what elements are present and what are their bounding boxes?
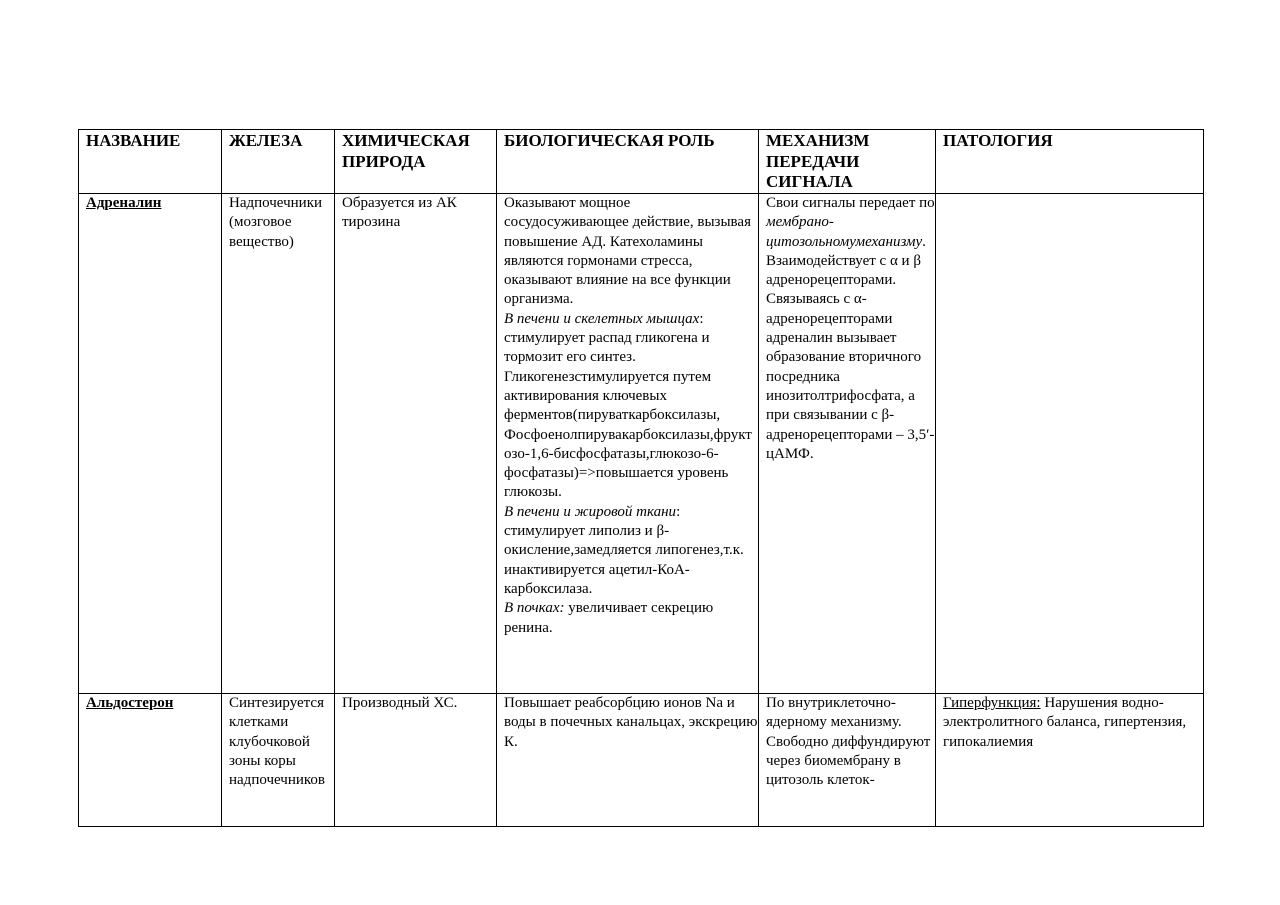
cell-role	[497, 694, 759, 827]
role-lead: В почках:	[504, 600, 565, 617]
column-header-role: БИОЛОГИЧЕСКАЯ РОЛЬ	[497, 130, 759, 194]
column-header-chemical: ХИМИЧЕСКАЯ ПРИРОДА	[335, 130, 497, 194]
pathology-lead: Гиперфункция:	[943, 695, 1041, 711]
cell-gland: Синтезируется клетками клубочковой зоны коры надпочечников	[222, 694, 335, 827]
hormone-table	[78, 129, 1204, 827]
mechanism-emphasis: мембрано-цитозольномумеханизму	[766, 214, 923, 250]
role-lead: В печени и жировой ткани	[504, 503, 677, 520]
table-row	[79, 694, 1204, 827]
column-header-mechanism: МЕХАНИЗМ ПЕРЕДАЧИ СИГНАЛА	[759, 130, 936, 194]
role-paragraph: В почках: увеличивает секрецию ренина.	[504, 600, 714, 636]
cell-pathology	[936, 194, 1204, 694]
hormone-name: Альдостерон	[86, 695, 174, 711]
column-header-gland: ЖЕЛЕЗА	[222, 130, 335, 194]
cell-role	[497, 194, 759, 694]
cell-chemical: Образуется из АК тирозина	[335, 194, 497, 694]
table-header-row	[79, 130, 1204, 194]
cell-hormone-name	[79, 694, 222, 827]
cell-chemical: Производный ХС.	[335, 694, 497, 827]
role-paragraph: Оказывают мощное сосудосуживающее действие, вызывая повышение АД. Катехоламины являются гормонами стресса, оказывают влияние на все функции организма.	[504, 195, 751, 308]
cell-mechanism: По внутриклеточно-ядерному механизму. Свободно диффундируют через биомембрану в цитозоль клеток-	[759, 694, 936, 827]
role-paragraph: В печени и жировой ткани: стимулирует липолиз и β-окисление,замедляется липогенез,т.к. инактивируется ацетил-КоА-карбоксилаза.	[504, 503, 744, 597]
cell-hormone-name	[79, 194, 222, 694]
hormone-name: Адреналин	[86, 195, 162, 211]
table-row	[79, 194, 1204, 694]
cell-mechanism: Свои сигналы передает по мембрано-цитозольномумеханизму. Взаимодействует с α и β адренорецепторами. Связываясь с α-адренорецепторами адреналин вызывает образование вторичного посредника инозитолтрифосфата, а при связывании с β-адренорецепторами – 3,5′-цАМФ.	[759, 194, 936, 694]
cell-gland: Надпочечники (мозговое вещество)	[222, 194, 335, 694]
column-header-name: НАЗВАНИЕ	[79, 130, 222, 194]
role-lead: В печени и скелетных мышцах	[504, 310, 700, 327]
column-header-pathology: ПАТОЛОГИЯ	[936, 130, 1204, 194]
cell-pathology: Гиперфункция: Нарушения водно-электролитного баланса, гипертензия, гипокалиемия	[936, 694, 1204, 827]
role-paragraph: Повышает реабсорбцию ионов Na и воды в почечных канальцах, экскрецию К.	[504, 695, 758, 750]
role-paragraph: В печени и скелетных мышцах: стимулирует распад гликогена и тормозит его синтез. Гликогенезстимулируется путем активирования ключевых ферментов(пируваткарбоксилазы, Фосфоенолпирувакарбоксилазы,фруктозо-1,6-бисфосфатазы,глюкозо-6-фосфатазы)=>повышается уровень глюкозы.	[504, 310, 752, 501]
